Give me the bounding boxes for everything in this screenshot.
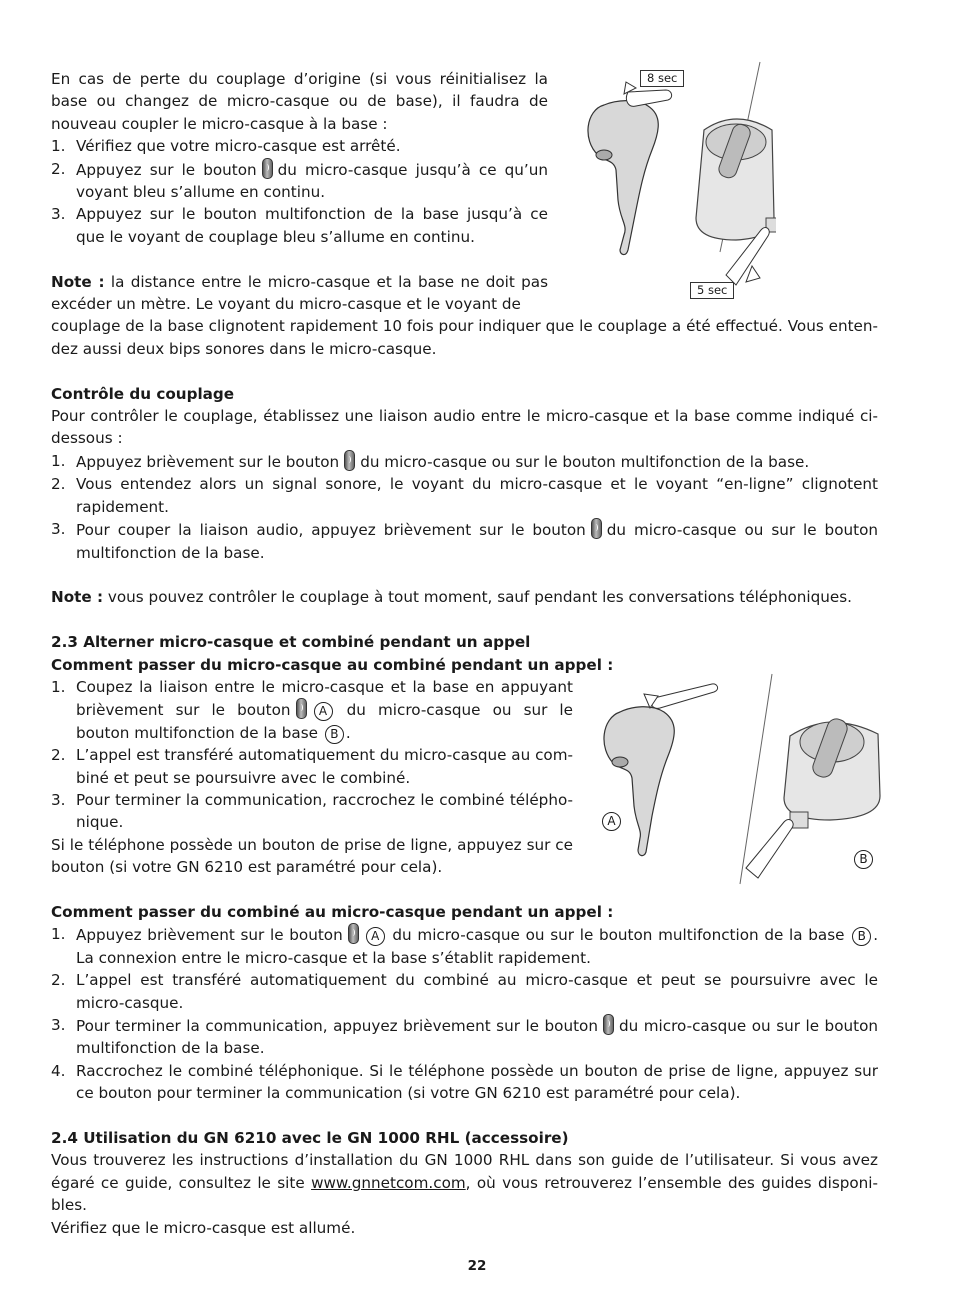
- list-item: 1. Vérifiez que votre micro-casque est arrêté.: [51, 137, 401, 156]
- list-item: 1. Appuyez brièvement sur le bouton A du micro-casque ou sur le bouton multifonction de la base B . La connexion entre le micro-casque et la base s’établit rapidement.: [51, 925, 879, 967]
- list-item: 1. Appuyez brièvement sur le bouton du micro-casque ou sur le bouton multifonction de la base.: [51, 451, 810, 471]
- check-steps: [51, 450, 878, 564]
- marker-b: B: [854, 850, 873, 869]
- recouple-note-cont: couplage de la base clignotent rapidement 10 fois pour indiquer que le couplage a été effectué. Vous enten-dez aussi deux bips sonores dans le micro-casque.: [51, 317, 878, 358]
- headset-button-icon: [262, 158, 273, 179]
- headset-button-icon: [591, 518, 602, 539]
- marker-b-inline: B: [852, 927, 871, 946]
- duration-label-8sec: 8 sec: [640, 70, 684, 87]
- marker-a: A: [602, 812, 621, 831]
- section-24-heading: 2.4 Utilisation du GN 6210 avec le GN 1000 RHL (accessoire): [51, 1129, 569, 1147]
- marker-a-inline: A: [314, 702, 333, 721]
- marker-a-inline: A: [366, 927, 385, 946]
- section-23-para: Si le téléphone possède un bouton de prise de ligne, appuyez sur ce bouton (si votre GN 6210 est paramétré pour cela).: [51, 835, 573, 877]
- recouple-note: Note : la distance entre le micro-casque et la base ne doit pas excéder un mètre. Le voyant du micro-casque et le voyant de: [51, 272, 548, 314]
- section-23-heading: 2.3 Alterner micro-casque et combiné pendant un appel: [51, 633, 531, 652]
- list-item: 1. Coupez la liaison entre le micro-casque et la base en appuyant brièvement sur le bouton A du micro-casque ou sur le bouton multifonction de la base B .: [51, 677, 573, 742]
- headset-button-icon: [296, 698, 307, 719]
- list-item: 2. L’appel est transféré automatiquement du combiné au micro-casque et peut se poursuivre avec le micro-casque.: [51, 971, 878, 1012]
- page-number: 22: [467, 1258, 487, 1274]
- gnnetcom-link[interactable]: www.gnnetcom.com: [311, 1173, 466, 1192]
- page-content: [51, 68, 878, 1239]
- headset-button-icon: [344, 450, 355, 471]
- section-24-text: Vous trouverez les instructions d’installation du GN 1000 RHL dans son guide de l’utilisateur. Si vous avez égaré ce guide, consultez le site www.gnnetcom.com, où vous retrouverez l’ensemble des guides disponi-bles.: [51, 1151, 878, 1215]
- list-item: 2. Appuyez sur le bouton du micro-casque jusqu’à ce qu’un voyant bleu s’allume en continu.: [51, 159, 548, 202]
- list-item: 2. L’appel est transféré automatiquement du micro-casque au com-biné et peut se poursuivre avec le combiné.: [51, 746, 573, 787]
- marker-b-inline: B: [325, 725, 344, 744]
- section-24-last: Vérifiez que le micro-casque est allumé.: [51, 1218, 356, 1237]
- list-item: 3. Pour couper la liaison audio, appuyez brièvement sur le bouton du micro-casque ou sur le bouton multifonction de la base.: [51, 520, 878, 562]
- switch-steps-1: [51, 676, 573, 834]
- headset-button-icon: [348, 923, 359, 944]
- duration-label-5sec: 5 sec: [690, 282, 734, 299]
- recouple-steps: [51, 135, 548, 248]
- check-intro: Pour contrôler le couplage, établissez une liaison audio entre le micro-casque et la base comme indiqué ci-dessous :: [51, 407, 878, 448]
- check-heading: Contrôle du couplage: [51, 384, 235, 403]
- section-23-sub1: Comment passer du micro-casque au combiné pendant un appel :: [51, 655, 614, 674]
- list-item: 3. Pour terminer la communication, raccrochez le combiné télépho-nique.: [51, 790, 573, 832]
- list-item: 4. Raccrochez le combiné téléphonique. Si le téléphone possède un bouton de prise de ligne, appuyez sur ce bouton pour terminer la communication (si votre GN 6210 est paramétré pour cela).: [51, 1061, 878, 1103]
- check-note: Note : vous pouvez contrôler le couplage à tout moment, sauf pendant les conversations téléphoniques.: [51, 588, 852, 607]
- list-item: 3. Appuyez sur le bouton multifonction de la base jusqu’à ce que le voyant de couplage bleu s’allume en continu.: [51, 205, 548, 246]
- list-item: 2. Vous entendez alors un signal sonore, le voyant du micro-casque et le voyant “en-ligne” clignotent rapidement.: [51, 475, 878, 516]
- list-item: 3. Pour terminer la communication, appuyez brièvement sur le bouton du micro-casque ou sur le bouton multifonction de la base.: [51, 1015, 878, 1058]
- recouple-intro: En cas de perte du couplage d’origine (si vous réinitialisez la base ou changez de micro-casque ou de base), il faudra de nouveau coupler le micro-casque à la base :: [51, 70, 548, 133]
- headset-button-icon: [603, 1014, 614, 1035]
- section-23-sub2: Comment passer du combiné au micro-casque pendant un appel :: [51, 902, 614, 921]
- switch-steps-2: [51, 923, 878, 1104]
